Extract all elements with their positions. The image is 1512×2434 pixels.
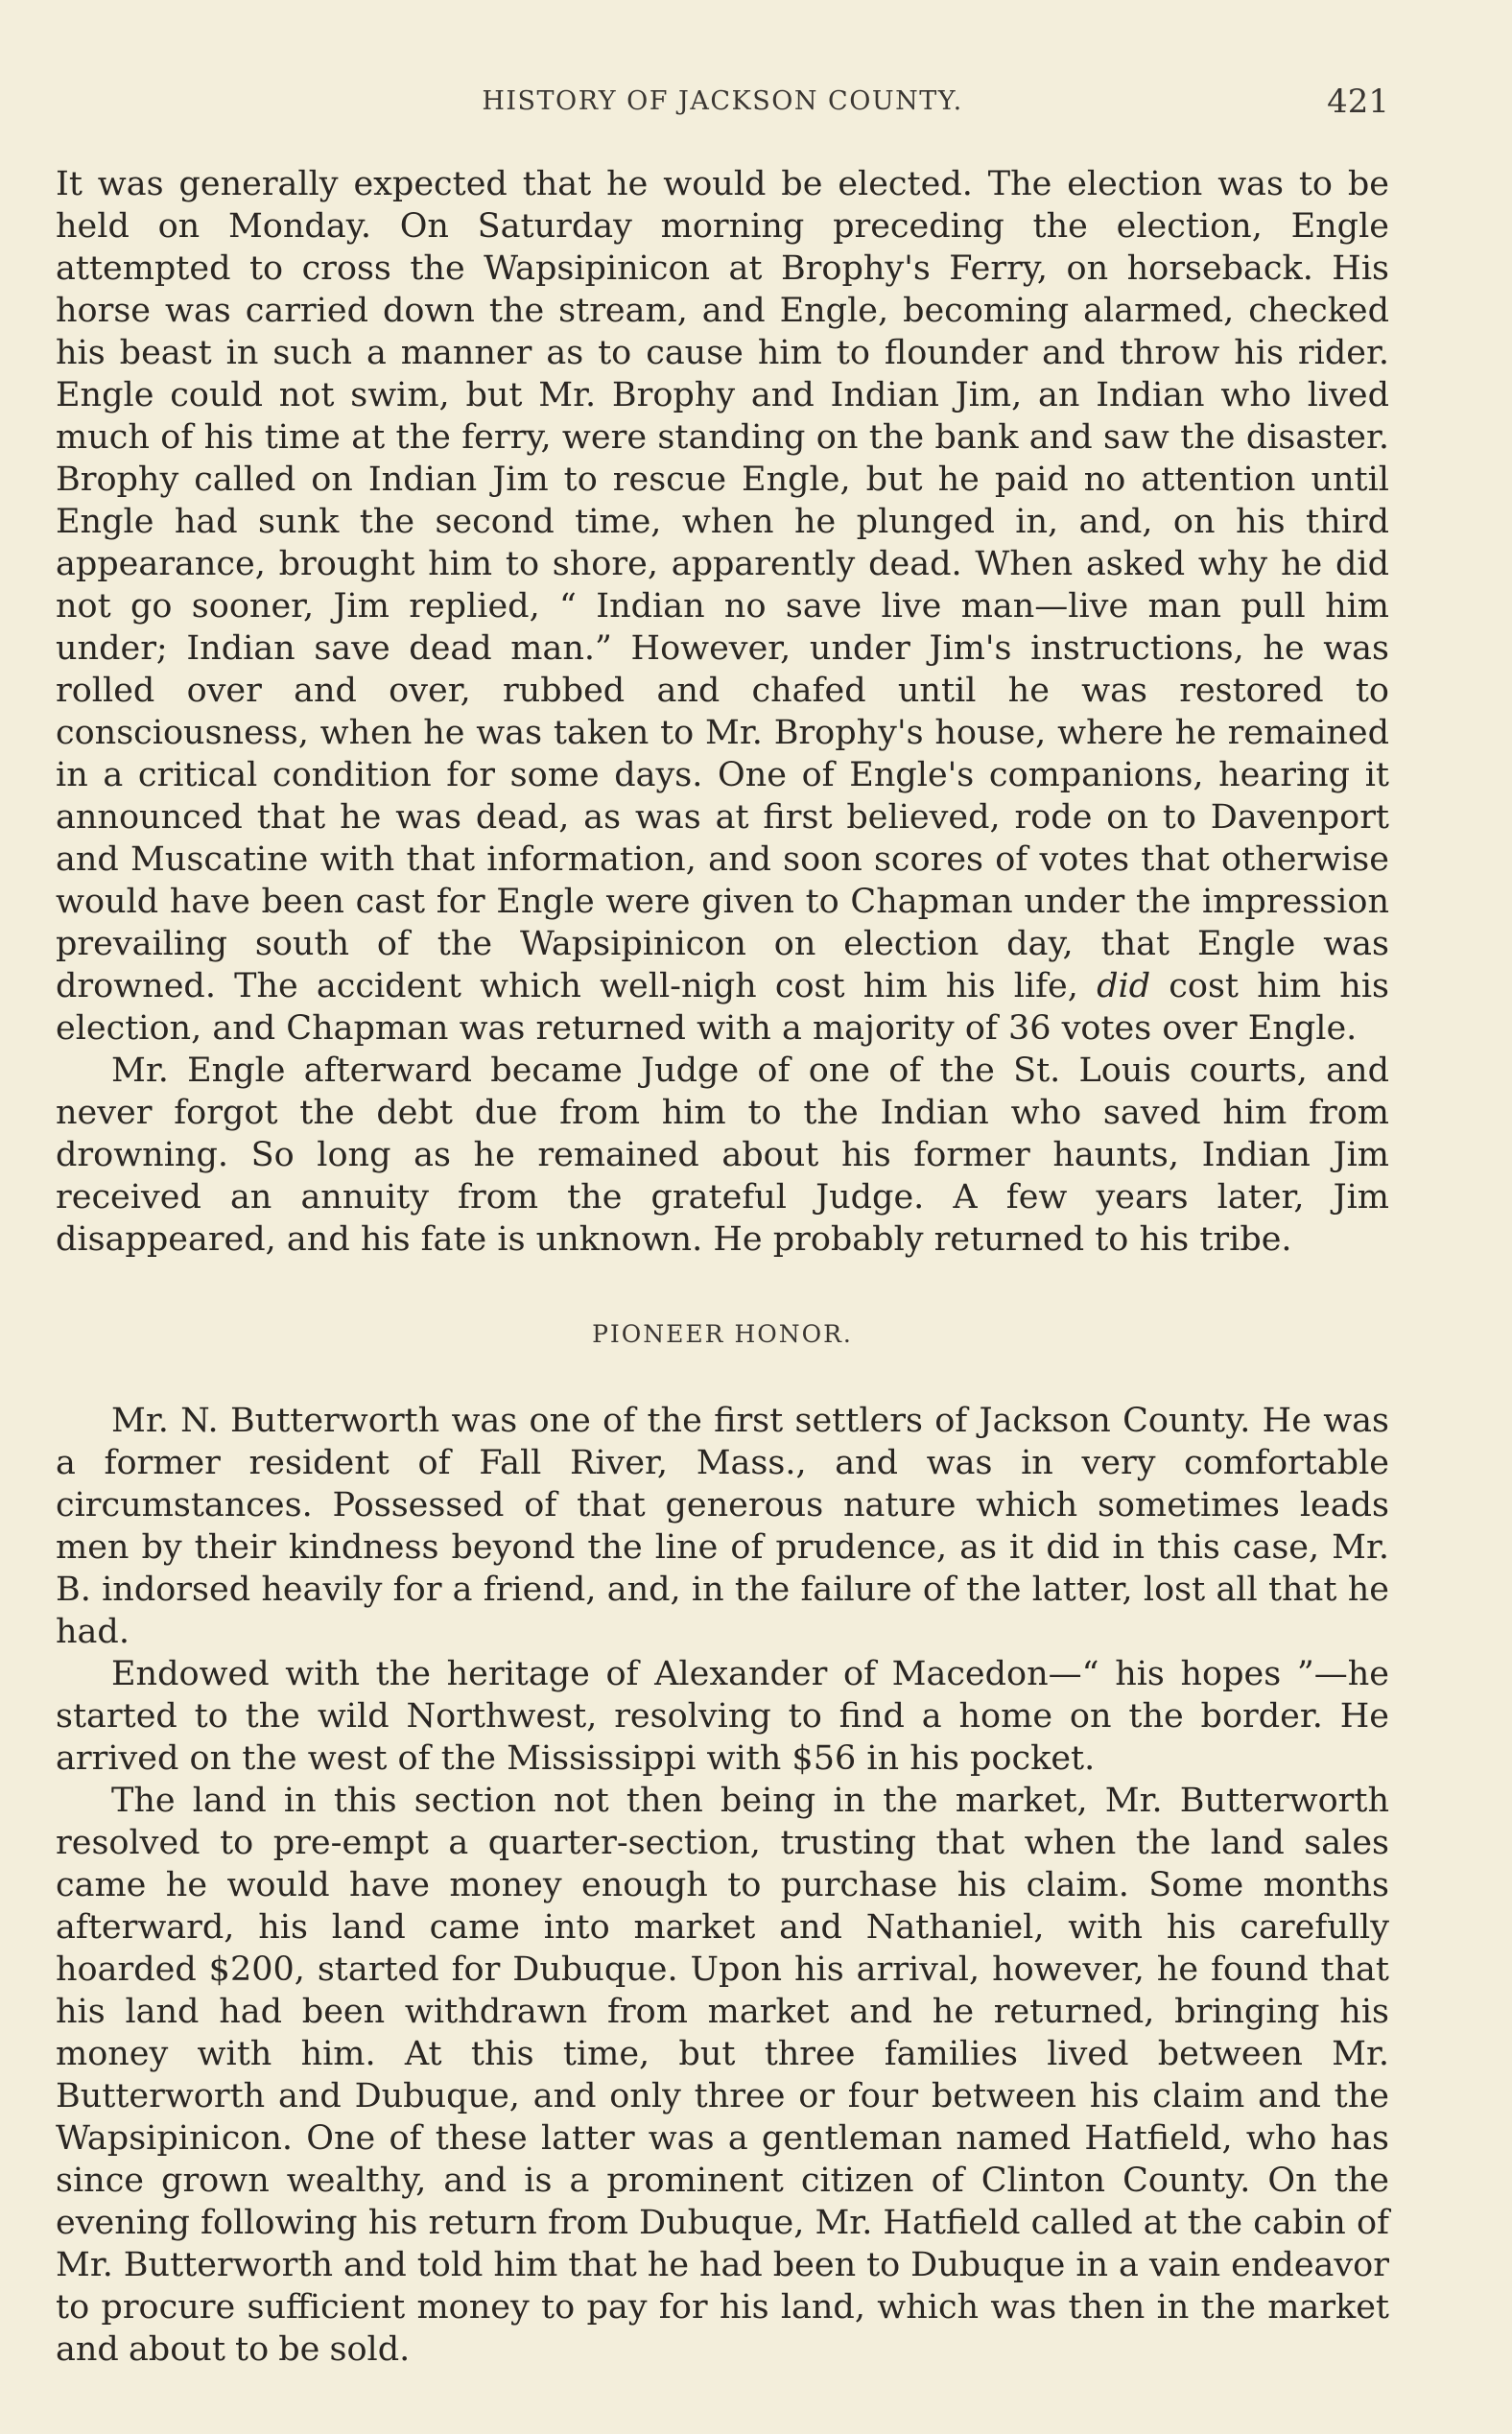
- paragraph-engle-election: [56, 163, 1389, 1050]
- page-body: [56, 163, 1389, 2371]
- paragraph-text: It was generally expected that he would be elected. The election was to be held on Monday. On Saturday morning preceding the election, Engle attempted to cross the Wapsipinicon at Brophy's Ferry, on horseback. His horse was carried down the stream, and Engle, becoming alarmed, checked his beast in such a manner as to cause him to flounder and throw his rider. Engle could not swim, but Mr. Brophy and Indian Jim, an Indian who lived much of his time at the ferry, were standing on the bank and saw the disaster. Brophy called on Indian Jim to rescue Engle, but he paid no attention until Engle had sunk the second time, when he plunged in, and, on his third appearance, brought him to shore, apparently dead. When asked why he did not go sooner, Jim replied, “ Indian no save live man—live man pull him under; Indian save dead man.” However, under Jim's instructions, he was rolled over and over, rubbed and chafed until he was restored to consciousness, when he was taken to Mr. Brophy's house, where he remained in a critical condition for some days. One of Engle's companions, hearing it announced that he was dead, as was at first believed, rode on to Davenport and Muscatine with that information, and soon scores of votes that otherwise would have been cast for Engle were given to Chapman under the impression prevailing south of the Wapsipinicon on election day, that Engle was drowned. The accident which well-nigh cost him his life,: [56, 165, 1389, 1005]
- paragraph-text: cost him his election, and Chapman was returned with a majority of 36 votes over Engle.: [56, 967, 1389, 1048]
- paragraph-butterworth-intro: Mr. N. Butterworth was one of the first settlers of Jackson County. He was a former resident of Fall River, Mass., and was in very comfortable circumstances. Possessed of that generous nature which sometimes leads men by their kindness beyond the line of prudence, as it did in this case, Mr. B. indorsed heavily for a friend, and, in the failure of the latter, lost all that he had.: [56, 1402, 1389, 1651]
- emphasis-text: did: [1097, 967, 1151, 1005]
- section-heading: PIONEER HONOR.: [592, 1320, 853, 1348]
- paragraph-butterworth-journey: Endowed with the heritage of Alexander of Macedon—“ his hopes ”—he started to the wild Northwest, resolving to find a home on the border. He arrived on the west of the Mississippi with $56 in his pocket.: [56, 1655, 1389, 1778]
- page-number: 421: [1327, 83, 1389, 121]
- paragraph-butterworth-land: The land in this section not then being in the market, Mr. Butterworth resolved to pre-empt a quarter-section, trusting that when the land sales came he would have money enough to purchase his claim. Some months afterward, his land came into market and Nathaniel, with his carefully hoarded $200, started for Dubuque. Upon his arrival, however, he found that his land had been withdrawn from market and he returned, bringing his money with him. At this time, but three families lived between Mr. Butterworth and Dubuque, and only three or four between his claim and the Wapsipinicon. One of these latter was a gentleman named Hatfield, who has since grown wealthy, and is a prominent citizen of Clinton County. On the evening following his return from Dubuque, Mr. Hatfield called at the cabin of Mr. Butterworth and told him that he had been to Dubuque in a vain endeavor to procure sufficient money to pay for his land, which was then in the market and about to be sold.: [56, 1782, 1389, 2369]
- paragraph-engle-judge: Mr. Engle afterward became Judge of one of the St. Louis courts, and never forgot the debt due from him to the Indian who saved him from drowning. So long as he remained about his former haunts, Indian Jim received an annuity from the grateful Judge. A few years later, Jim disappeared, and his fate is unknown. He probably returned to his tribe.: [56, 1052, 1389, 1259]
- running-head: HISTORY OF JACKSON COUNTY.: [482, 86, 963, 116]
- page-header: [56, 83, 1389, 129]
